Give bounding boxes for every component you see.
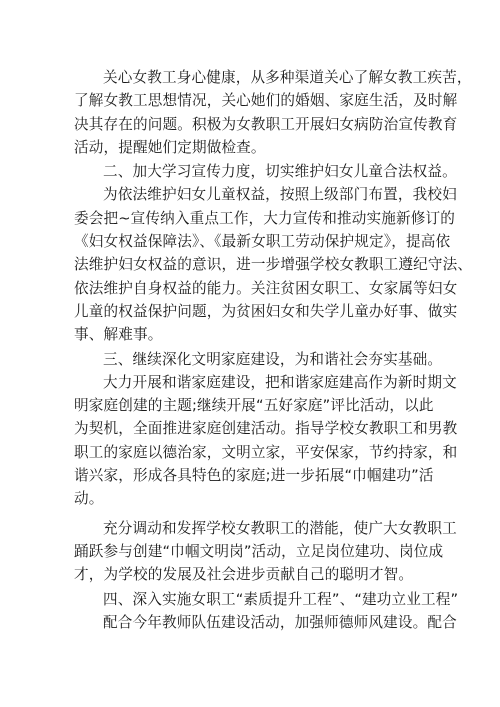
text-line: 大力开展和谐家庭建设，把和谐家庭建高作为新时期文 xyxy=(103,373,457,391)
paragraph-potential xyxy=(74,517,457,587)
paragraph-womens-health xyxy=(74,66,472,159)
text-line: 《妇女权益保障法》、《最新女职工劳动保护规定》，提高依 xyxy=(74,233,451,251)
text-line: 动。 xyxy=(74,490,104,508)
section-heading-3 xyxy=(74,348,443,371)
text-line: 职工的家庭以德治家，文明立家，平安保家，节约持家，和 xyxy=(74,443,458,461)
text-line: 了解女教工思想情况，关心她们的婚姻、家庭生活，及时解 xyxy=(74,92,458,110)
text-line: 法维护妇女权益的意识，进一步增强学校女教职工遵纪守法、 xyxy=(74,256,473,274)
text-line: 充分调动和发挥学校女教职工的潜能，使广大女教职工 xyxy=(103,519,457,537)
text-line: 儿童的权益保护问题，为贫困妇女和失学儿童办好事、做实 xyxy=(74,302,458,320)
text-line: 为契机，全面推进家庭创建活动。指导学校女教职工和男教 xyxy=(74,420,458,438)
text-line: 事、解难事。 xyxy=(74,326,163,344)
text-line: 为依法维护妇女儿童权益，按照上级部门布置，我校妇 xyxy=(103,186,457,204)
paragraph-rights-protection xyxy=(74,183,473,346)
text-line: 依法维护自身权益的能力。关注贫困女职工、女家属等妇女 xyxy=(74,279,458,297)
text-line: 明家庭创建的主题;继续开展“五好家庭”评比活动，以此 xyxy=(74,397,434,415)
text-line: 才，为学校的发展及社会进步贡献自己的聪明才智。 xyxy=(74,566,414,584)
text-line: 踊跃参与创建“巾帼文明岗”活动，立足岗位建功、岗位成 xyxy=(74,542,444,560)
text-line: 谐兴家，形成各具特色的家庭;进一步拓展“巾帼建功”活 xyxy=(74,467,434,485)
section-heading-4 xyxy=(74,588,459,611)
document-body xyxy=(74,66,473,634)
text-line: 活动，提醒她们定期做检查。 xyxy=(74,138,266,156)
heading-text: 二、加大学习宣传力度，切实维护妇女儿童合法权益。 xyxy=(103,163,457,181)
text-line: 关心女教工身心健康，从多种渠道关心了解女教工疾苦， xyxy=(103,69,472,86)
paragraph-family-building xyxy=(74,371,458,511)
heading-text: 三、继续深化文明家庭建设，为和谐社会夯实基础。 xyxy=(103,350,443,368)
paragraph-teacher-ethics xyxy=(74,611,457,634)
section-heading-2 xyxy=(74,160,457,183)
text-line: 决其存在的问题。积极为女教职工开展妇女病防治宣传教育 xyxy=(74,115,458,133)
text-line: 委会把~宣传纳入重点工作，大力宣传和推动实施新修订的 xyxy=(74,209,455,227)
heading-text: 四、深入实施女职工“素质提升工程”、“建功立业工程” xyxy=(103,590,459,608)
text-line: 配合今年教师队伍建设活动，加强师德师风建设。配合 xyxy=(103,613,457,631)
